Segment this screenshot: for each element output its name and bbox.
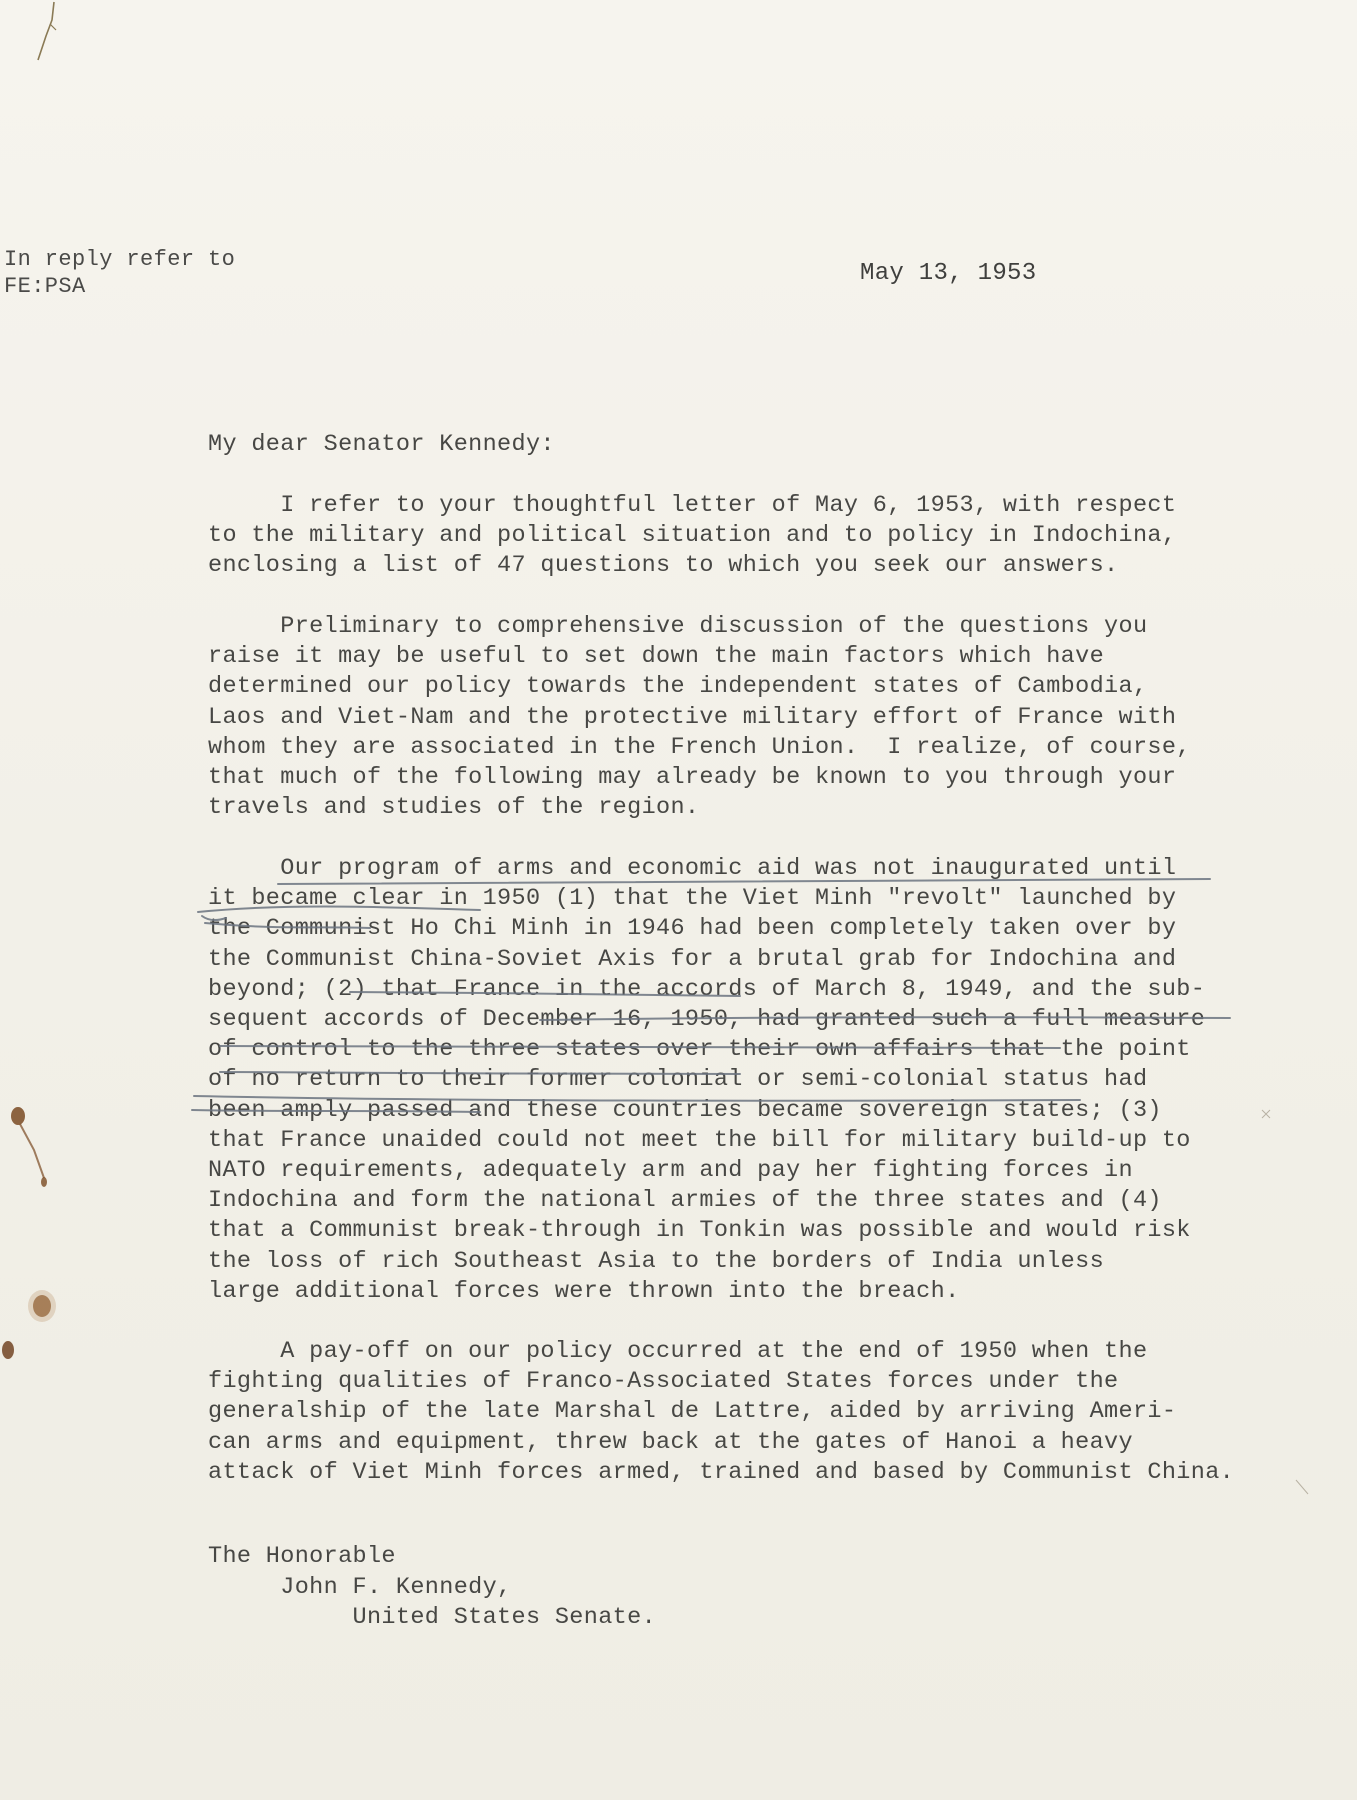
text-line: the Communist Ho Chi Minh in 1946 had been completely taken over by	[208, 915, 1177, 943]
text-line: been amply passed and these countries became sovereign states; (3)	[208, 1096, 1162, 1124]
pencil-mark-icon	[28, 0, 68, 70]
text-line: NATO requirements, adequately arm and pay her fighting forces in	[208, 1157, 1133, 1185]
text-line: whom they are associated in the French Union. I realize, of course,	[208, 733, 1191, 761]
text-line: fighting qualities of Franco-Associated States forces under the	[208, 1368, 1119, 1396]
text-line: generalship of the late Marshal de Lattre, aided by arriving Ameri-	[208, 1398, 1177, 1426]
text-line: raise it may be useful to set down the main factors which have	[208, 643, 1105, 671]
paragraph-4	[208, 1337, 1258, 1488]
text-line: travels and studies of the region.	[208, 794, 700, 822]
addressee-name: John F. Kennedy,	[208, 1573, 512, 1601]
rust-stain-icon	[0, 1100, 70, 1360]
text-line: beyond; (2) that France in the accords of March 8, 1949, and the sub-	[208, 975, 1206, 1003]
text-line: it became clear in 1950 (1) that the Viet Minh "revolt" launched by	[208, 885, 1177, 913]
reply-reference	[4, 246, 235, 300]
text-line: of no return to their former colonial or semi-colonial status had	[208, 1066, 1148, 1094]
text-line: Preliminary to comprehensive discussion of the questions you	[208, 613, 1148, 640]
text-line: can arms and equipment, threw back at the gates of Hanoi a heavy	[208, 1428, 1133, 1456]
text-line: enclosing a list of 47 questions to which you seek our answers.	[208, 552, 1119, 580]
paragraph-1	[208, 491, 1258, 582]
text-line: to the military and political situation and to policy in Indochina,	[208, 522, 1177, 550]
paper-speck-icon	[1256, 1100, 1336, 1520]
text-line: I refer to your thoughtful letter of May 6, 1953, with respect	[208, 492, 1177, 519]
text-line: that much of the following may already be known to you through your	[208, 764, 1177, 792]
text-line: of control to the three states over their own affairs that the point	[208, 1036, 1191, 1064]
text-line: determined our policy towards the independent states of Cambodia,	[208, 673, 1148, 701]
reply-reference-line: In reply refer to	[4, 247, 236, 272]
text-line: the Communist China-Soviet Axis for a brutal grab for Indochina and	[208, 945, 1177, 973]
text-line: attack of Viet Minh forces armed, trained and based by Communist China.	[208, 1458, 1235, 1486]
text-line: the loss of rich Southeast Asia to the borders of India unless	[208, 1247, 1105, 1275]
paragraph-3	[208, 854, 1258, 1307]
text-line: Laos and Viet-Nam and the protective military effort of France with	[208, 703, 1177, 731]
addressee-office: United States Senate.	[208, 1604, 657, 1631]
text-line: large additional forces were thrown into the breach.	[208, 1277, 960, 1305]
addressee-title: The Honorable	[208, 1543, 396, 1570]
text-line: sequent accords of December 16, 1950, had granted such a full measure	[208, 1006, 1206, 1034]
paragraph-2	[208, 612, 1258, 823]
letter-date: May 13, 1953	[860, 260, 1037, 287]
salutation: My dear Senator Kennedy:	[208, 431, 555, 458]
text-line: Our program of arms and economic aid was not inaugurated until	[208, 855, 1177, 882]
reply-reference-code: FE:PSA	[4, 274, 86, 299]
text-line: that France unaided could not meet the bill for military build-up to	[208, 1126, 1191, 1154]
text-line: A pay-off on our policy occurred at the end of 1950 when the	[208, 1338, 1148, 1365]
text-line: Indochina and form the national armies of the three states and (4)	[208, 1187, 1162, 1215]
text-line: that a Communist break-through in Tonkin was possible and would risk	[208, 1217, 1191, 1245]
addressee-block	[208, 1542, 656, 1634]
